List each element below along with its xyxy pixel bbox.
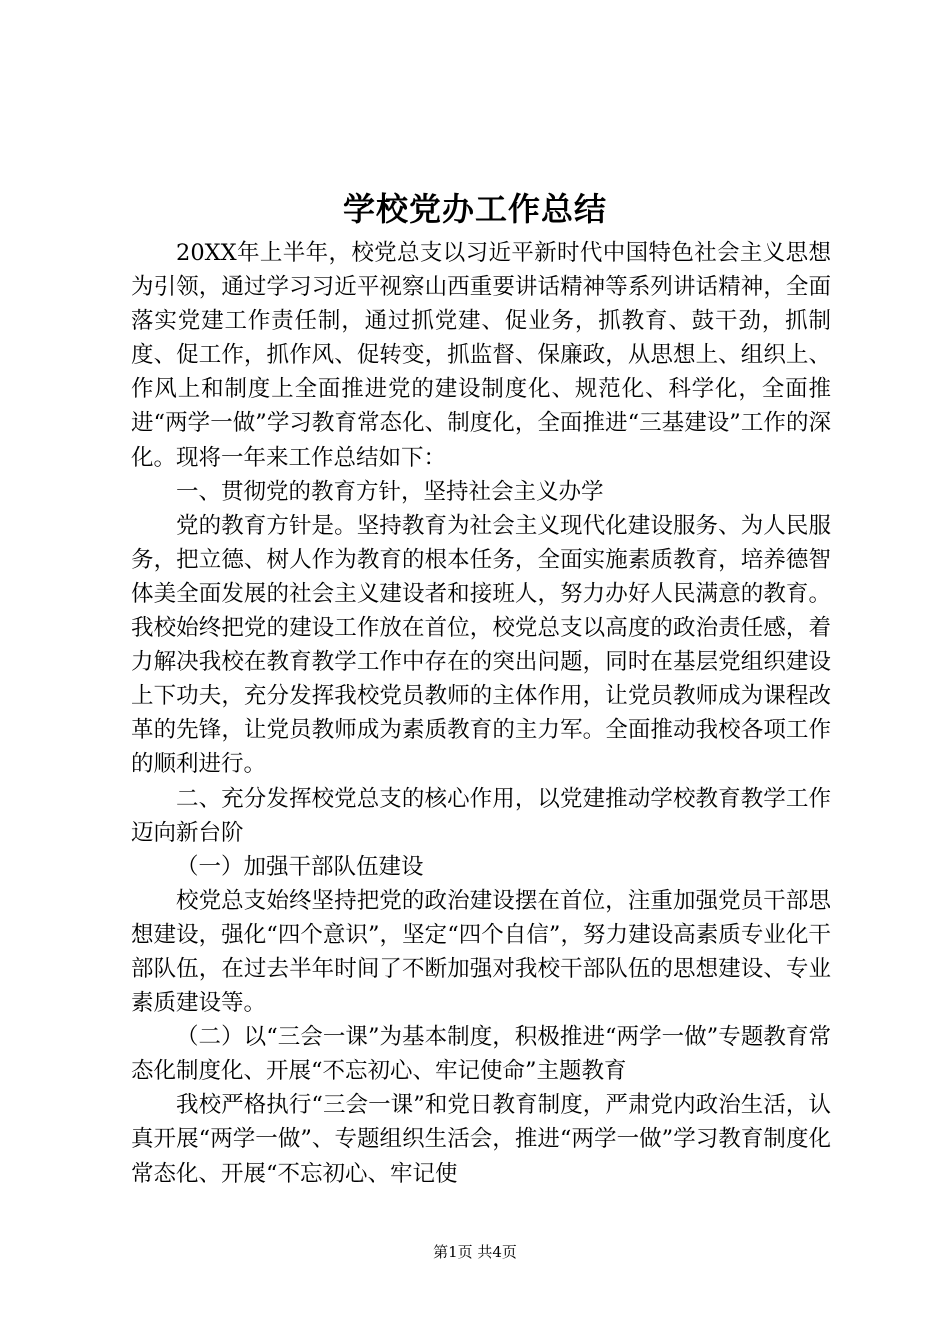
paragraph-cadre-building: 校党总支始终坚持把党的政治建设摆在首位，注重加强党员干部思想建设，强化“四个意识”，坚定“四个自信”，努力建设高素质专业化干部队伍，在过去半年时间了不断加强对我校干部队伍的思想建设、专业素质建设等。 [131,887,831,1017]
subsection-heading-1: （一）加强干部队伍建设 [176,853,424,880]
page-number-footer: 第1页 共4页 [433,1243,517,1261]
document-title: 学校党办工作总结 [342,190,607,228]
paragraph-intro: 20XX年上半年，校党总支以习近平新时代中国特色社会主义思想为引领，通过学习习近平视察山西重要讲话精神等系列讲话精神，全面落实党建工作责任制，通过抓党建、促业务，抓教育、鼓干劲，抓制度、促工作，抓作风、促转变，抓监督、保廉政，从思想上、组织上、作风上和制度上全面推进党的建设制度化、规范化、科学化，全面推进“两学一做”学习教育常态化、制度化，全面推进“三基建设”工作的深化。现将一年来工作总结如下： [131,240,831,471]
paragraph-education-policy: 党的教育方针是。坚持教育为社会主义现代化建设服务、为人民服务，把立德、树人作为教育的根本任务，全面实施素质教育，培养德智体美全面发展的社会主义建设者和接班人，努力办好人民满意的教育。我校始终把党的建设工作放在首位，校党总支以高度的政治责任感，着力解决我校在教育教学工作中存在的突出问题，同时在基层党组织建设上下功夫，充分发挥我校党员教师的主体作用，让党员教师成为课程改革的先锋，让党员教师成为素质教育的主力军。全面推动我校各项工作的顺利进行。 [131,512,831,778]
document-body [131,236,831,1191]
subsection-heading-2: （二）以“三会一课”为基本制度，积极推进“两学一做”专题教育常态化制度化、开展“不忘初心、牢记使命”主题教育 [131,1024,831,1085]
paragraph-three-meetings: 我校严格执行“三会一课”和党日教育制度，严肃党内政治生活，认真开展“两学一做”、专题组织生活会，推进“两学一做”学习教育制度化常态化、开展“不忘初心、牢记使 [131,1092,831,1187]
section-heading-2: 二、充分发挥校党总支的核心作用，以党建推动学校教育教学工作迈向新台阶 [131,785,831,846]
section-heading-1: 一、贯彻党的教育方针，坚持社会主义办学 [176,478,604,505]
